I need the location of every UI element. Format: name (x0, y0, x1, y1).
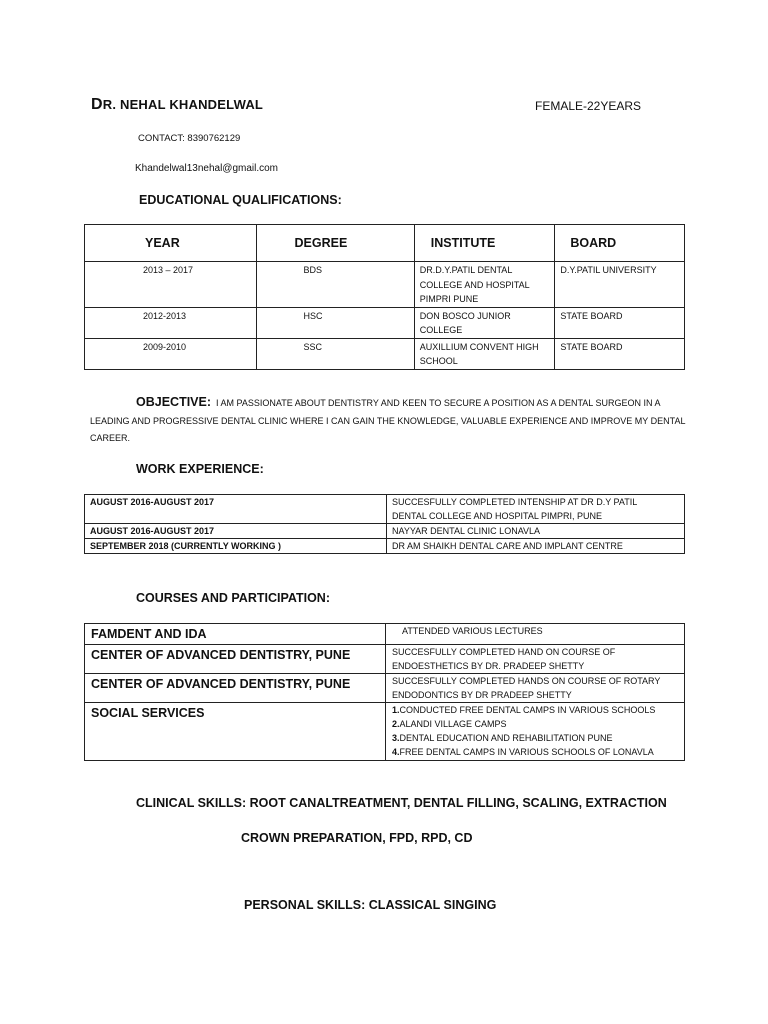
course-detail: SUCCESFULLY COMPLETED HAND ON COURSE OF ENDOESTHETICS BY DR. PRADEEP SHETTY (386, 645, 685, 674)
clinical-skills: CLINICAL SKILLS: ROOT CANALTREATMENT, DENTAL FILLING, SCALING, EXTRACTION (136, 796, 667, 810)
table-row (85, 703, 685, 761)
table-row (85, 539, 685, 554)
table-row (85, 524, 685, 539)
institute-cell: AUXILLIUM CONVENT HIGH SCHOOL (414, 338, 555, 369)
list-item: 3.DENTAL EDUCATION AND REHABILITATION PUNE (392, 733, 613, 743)
course-detail: ATTENDED VARIOUS LECTURES (386, 624, 685, 645)
table-row (85, 674, 685, 703)
education-heading: EDUCATIONAL QUALIFICATIONS: (139, 193, 342, 207)
table-row (85, 262, 685, 308)
social-services-list (386, 703, 685, 761)
table-row (85, 495, 685, 524)
objective-label: OBJECTIVE: (136, 395, 212, 409)
course-name: SOCIAL SERVICES (85, 703, 386, 761)
candidate-name: DR. NEHAL KHANDELWAL (91, 96, 264, 113)
institute-cell: DON BOSCO JUNIOR COLLEGE (414, 307, 555, 338)
board-cell: STATE BOARD (555, 338, 685, 369)
column-header: INSTITUTE (414, 225, 555, 262)
table-row (85, 338, 685, 369)
degree-cell: SSC (256, 338, 414, 369)
course-name: FAMDENT AND IDA (85, 624, 386, 645)
board-cell: D.Y.PATIL UNIVERSITY (555, 262, 685, 308)
table-row (85, 624, 685, 645)
work-detail: NAYYAR DENTAL CLINIC LONAVLA (387, 524, 685, 539)
work-period: AUGUST 2016-AUGUST 2017 (85, 495, 387, 524)
column-header: DEGREE (256, 225, 414, 262)
objective-section (90, 394, 690, 448)
year-cell: 2012-2013 (85, 307, 257, 338)
email-address: Khandelwal13nehal@gmail.com (135, 163, 279, 174)
course-detail: SUCCESFULLY COMPLETED HANDS ON COURSE OF ROTARY ENDODONTICS BY DR PRADEEP SHETTY (386, 674, 685, 703)
table-header-row (85, 225, 685, 262)
table-row (85, 645, 685, 674)
objective-text: I AM PASSIONATE ABOUT DENTISTRY AND KEEN TO SECURE A POSITION AS A DENTAL SURGEON IN A LEADING AND PROGRESSIVE DENTAL CLINIC WHERE I CAN GAIN THE KNOWLEDGE, VALUABLE EXPERIENCE AND IMPROVE MY DENTAL CAREER. (90, 398, 686, 443)
courses-table (84, 623, 685, 761)
work-detail: SUCCESFULLY COMPLETED INTENSHIP AT DR D.Y PATIL DENTAL COLLEGE AND HOSPITAL PIMPRI, PUNE (387, 495, 685, 524)
gender-age: FEMALE-22YEARS (535, 99, 642, 113)
institute-cell: DR.D.Y.PATIL DENTAL COLLEGE AND HOSPITAL PIMPRI PUNE (414, 262, 555, 308)
list-item: 1.CONDUCTED FREE DENTAL CAMPS IN VARIOUS SCHOOLS (392, 705, 656, 715)
work-heading: WORK EXPERIENCE: (136, 462, 264, 476)
course-name: CENTER OF ADVANCED DENTISTRY, PUNE (85, 674, 386, 703)
column-header: YEAR (85, 225, 257, 262)
clinical-skills-continued: CROWN PREPARATION, FPD, RPD, CD (241, 831, 473, 845)
contact-number: CONTACT: 8390762129 (138, 133, 241, 144)
course-name: CENTER OF ADVANCED DENTISTRY, PUNE (85, 645, 386, 674)
degree-cell: BDS (256, 262, 414, 308)
work-period: AUGUST 2016-AUGUST 2017 (85, 524, 387, 539)
list-item: 4.FREE DENTAL CAMPS IN VARIOUS SCHOOLS OF LONAVLA (392, 747, 654, 757)
table-row (85, 307, 685, 338)
work-period: SEPTEMBER 2018 (CURRENTLY WORKING ) (85, 539, 387, 554)
work-table (84, 494, 685, 554)
board-cell: STATE BOARD (555, 307, 685, 338)
courses-heading: COURSES AND PARTICIPATION: (136, 591, 330, 605)
work-detail: DR AM SHAIKH DENTAL CARE AND IMPLANT CENTRE (387, 539, 685, 554)
list-item: 2.ALANDI VILLAGE CAMPS (392, 719, 507, 729)
personal-skills: PERSONAL SKILLS: CLASSICAL SINGING (244, 898, 497, 912)
column-header: BOARD (555, 225, 685, 262)
year-cell: 2009-2010 (85, 338, 257, 369)
year-cell: 2013 – 2017 (85, 262, 257, 308)
education-table (84, 224, 685, 370)
degree-cell: HSC (256, 307, 414, 338)
